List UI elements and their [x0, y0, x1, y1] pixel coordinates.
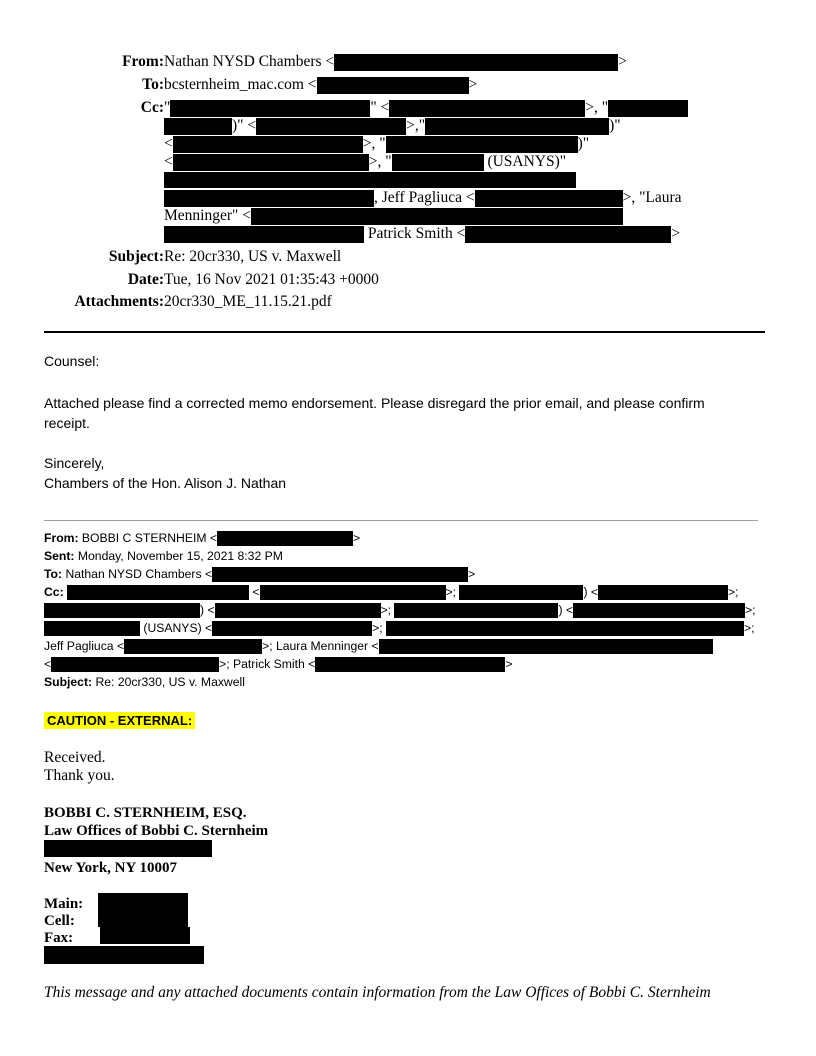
redaction [164, 226, 364, 243]
redaction [100, 927, 190, 944]
redaction [124, 639, 262, 654]
redaction [215, 603, 381, 618]
body-text: Attached please find a corrected memo endorsement. Please disregard the prior email, and please confirm [44, 395, 705, 411]
redaction [44, 840, 212, 857]
redaction [98, 893, 188, 910]
attachment-link[interactable]: 20cr330_ME_11.15.21.pdf [164, 293, 332, 310]
quoted-sent: Sent: Monday, November 15, 2021 8:32 PM [44, 549, 283, 563]
redaction [394, 603, 558, 618]
quoted-from: From: BOBBI C STERNHEIM < > [44, 531, 361, 545]
disclaimer: This message and any attached documents contain information from the Law Offices of Bobbi C. Sternheim [44, 984, 711, 1001]
quoted-subject: Subject: Re: 20cr330, US v. Maxwell [44, 675, 245, 689]
closing: Sincerely, [44, 455, 105, 471]
redaction [392, 154, 484, 171]
redaction [260, 585, 446, 600]
date-label: Date: [127, 271, 164, 288]
redaction [608, 100, 688, 117]
redaction [44, 621, 140, 636]
redaction [317, 77, 469, 94]
quoted-divider [44, 520, 758, 521]
redaction [212, 621, 372, 636]
redaction [251, 208, 623, 225]
from-value: Nathan NYSD Chambers < > [164, 53, 627, 70]
redaction [164, 118, 232, 135]
quoted-cc: Jeff Pagliuca < >; Laura Menninger < [44, 637, 713, 655]
cc-line: Patrick Smith < > [164, 225, 680, 243]
sig-fax-label: Fax: [44, 930, 74, 946]
redaction [475, 190, 623, 207]
cc-line: < >, " )" [164, 135, 590, 152]
subject-label: Subject: [108, 248, 164, 265]
redaction [98, 910, 188, 927]
redaction [386, 621, 744, 636]
redaction [598, 585, 728, 600]
cc-line: )" < >," )" [164, 117, 621, 135]
redaction [379, 639, 713, 654]
from-label: From: [122, 53, 164, 70]
redaction [425, 118, 609, 135]
redaction [386, 136, 578, 153]
to-label: To: [142, 76, 164, 93]
quoted-cc: < >; Patrick Smith < > [44, 657, 513, 671]
cc-line: Menninger" < [164, 207, 623, 225]
redaction [170, 100, 370, 117]
redaction [44, 603, 200, 618]
redaction [44, 946, 204, 964]
redaction [389, 100, 585, 117]
body-text: receipt. [44, 415, 90, 431]
cc-label: Cc: [140, 99, 164, 116]
quoted-cc: (USANYS) < >; >; [44, 619, 755, 637]
quoted-to: To: Nathan NYSD Chambers < > [44, 567, 476, 581]
sig-name: BOBBI C. STERNHEIM, ESQ. [44, 805, 247, 821]
redaction [459, 585, 583, 600]
redaction [315, 657, 505, 672]
redaction [334, 54, 618, 71]
reply-line: Thank you. [44, 767, 115, 784]
redaction [573, 603, 745, 618]
quoted-cc: Cc: < >; ) < >; [44, 585, 739, 599]
sig-firm: Law Offices of Bobbi C. Sternheim [44, 823, 269, 839]
redaction [217, 531, 353, 546]
cc-line: < >, " (USANYS)" [164, 153, 567, 170]
signature: Chambers of the Hon. Alison J. Nathan [44, 475, 287, 491]
redaction [173, 154, 369, 171]
to-value: bcsternheim_mac.com < > [164, 76, 478, 93]
header-divider [44, 331, 765, 333]
caution-banner: CAUTION - EXTERNAL: [44, 712, 195, 729]
attachments-label: Attachments: [74, 293, 164, 310]
redaction [67, 585, 249, 600]
salutation: Counsel: [44, 353, 100, 369]
sig-cell-label: Cell: [44, 913, 75, 929]
redaction [256, 118, 406, 135]
cc-line: " " < >, " [164, 99, 688, 117]
reply-line: Received. [44, 749, 106, 766]
date-value: Tue, 16 Nov 2021 01:35:43 +0000 [164, 271, 379, 288]
redaction [51, 657, 219, 672]
redaction [212, 567, 468, 582]
redaction [173, 136, 363, 153]
cc-line: , Jeff Pagliuca < >, "Laura [164, 189, 682, 207]
redaction [164, 190, 374, 207]
sig-city: New York, NY 10007 [44, 860, 178, 876]
redaction [465, 226, 671, 243]
redaction [164, 172, 576, 188]
subject-value: Re: 20cr330, US v. Maxwell [164, 248, 342, 265]
quoted-cc: ) < >; ) < >; [44, 601, 756, 619]
sig-main-label: Main: [44, 896, 84, 912]
